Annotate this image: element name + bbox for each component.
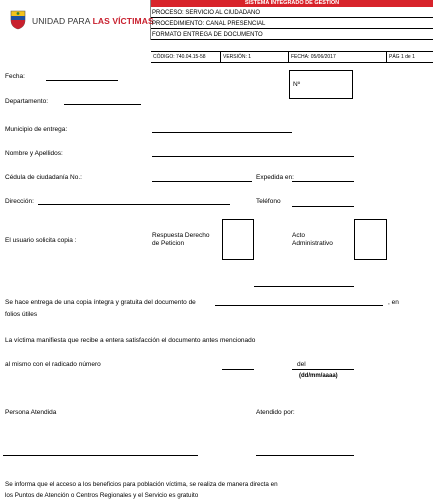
procedimiento-row: PROCEDIMIENTO: CANAL PRESENCIAL (151, 19, 433, 29)
atendido-por-signature[interactable] (256, 455, 354, 456)
logo-text (32, 16, 154, 26)
manifiesta-text: La víctima manifiesta que recibe a entera satisfacción el documento antes mencionado (5, 337, 256, 344)
nombre-label: Nombre y Apellidos: (5, 150, 63, 157)
direccion-label: Dirección: (5, 198, 34, 205)
header-spacer (151, 41, 433, 52)
footer-line1: Se informa que el acceso a los beneficios para población víctima, se realiza de manera directa en (5, 481, 278, 488)
version-cell: VERSIÓN: 1 (220, 52, 288, 62)
footer-line2: los Puntos de Atención o Centros Regionales y el Servicio es gratuito (5, 492, 199, 499)
fecha-radicado-field[interactable] (292, 369, 354, 370)
persona-atendida-signature[interactable] (3, 455, 198, 456)
opcion-acto-line1: Acto (292, 232, 306, 239)
logo-text-brand: LAS VÍCTIMAS (92, 16, 154, 26)
telefono-label: Teléfono (256, 198, 281, 205)
documento-field[interactable] (215, 305, 383, 306)
cedula-label: Cédula de ciudadanía No.: (5, 174, 82, 181)
opcion-acto-checkbox[interactable] (354, 219, 387, 260)
expedida-label: Expedida en: (256, 174, 294, 181)
numero-label: Nº (293, 81, 301, 88)
formato-row: FORMATO ENTREGA DE DOCUMENTO (151, 30, 433, 40)
direccion-field[interactable] (38, 204, 230, 205)
colombia-shield-icon (10, 10, 26, 30)
nombre-field[interactable] (152, 156, 354, 157)
fecha-cell: FECHA: 05/06/2017 (288, 52, 386, 62)
municipio-field[interactable] (152, 132, 292, 133)
radicado-field[interactable] (222, 369, 254, 370)
fecha-label: Fecha: (5, 73, 25, 80)
numero-box[interactable] (289, 70, 353, 99)
opcion-respuesta-label (152, 232, 209, 248)
opcion-rule (254, 286, 354, 287)
entrega-suffix: , en (388, 299, 399, 306)
logo-text-prefix: UNIDAD PARA (32, 16, 91, 26)
logo-area (0, 0, 154, 40)
cedula-field[interactable] (152, 181, 252, 182)
proceso-row: PROCESO: SERVICIO AL CIUDADANO (151, 8, 433, 18)
solicita-label: El usuario solicita copia : (5, 237, 77, 244)
opcion-respuesta-checkbox[interactable] (222, 219, 254, 260)
del-label: del (297, 361, 306, 368)
radicado-label: al mismo con el radicado número (5, 361, 101, 368)
header-bottom-rule (151, 62, 433, 63)
telefono-field[interactable] (292, 206, 354, 207)
opcion-acto-line2: Administrativo (292, 240, 333, 247)
pagina-cell: PÁG 1 de 1 (386, 52, 433, 62)
opcion-respuesta-line1: Respuesta Derecho (152, 232, 210, 239)
departamento-field[interactable] (64, 104, 141, 105)
departamento-label: Departamento: (5, 98, 48, 105)
opcion-respuesta-line2: de Peticion (152, 240, 185, 247)
entrega-line1: Se hace entrega de una copia íntegra y gratuita del documento de (5, 299, 196, 306)
entrega-line2: folios útiles (5, 311, 38, 318)
codigo-cell: CÓDIGO: 740.04.15-58 (153, 54, 206, 60)
persona-atendida-label: Persona Atendida (5, 409, 57, 416)
municipio-label: Municipio de entrega: (5, 126, 68, 133)
atendido-por-label: Atendido por: (256, 409, 295, 416)
expedida-field[interactable] (292, 181, 354, 182)
date-format-hint: (dd/mm/aaaa) (299, 373, 338, 379)
opcion-acto-label (292, 232, 333, 248)
fecha-field[interactable] (46, 80, 118, 81)
system-title: SISTEMA INTEGRADO DE GESTIÓN (151, 0, 433, 7)
form-header (0, 0, 433, 62)
